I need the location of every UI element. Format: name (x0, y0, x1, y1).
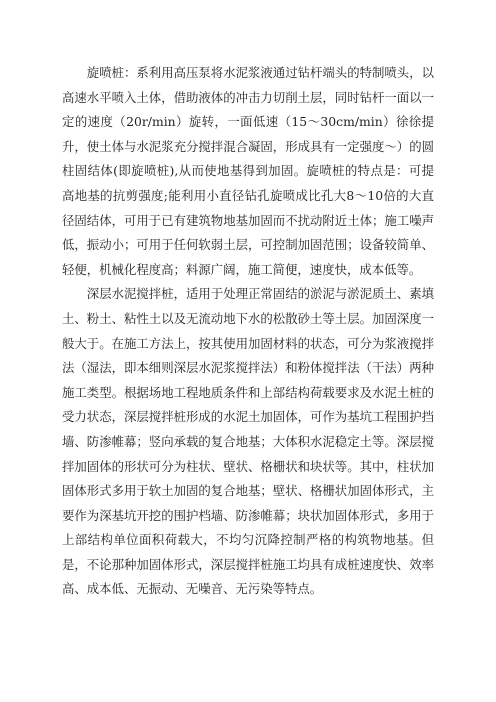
paragraph-deep-cement-mixing-pile: 深层水泥搅拌桩，适用于处理正常固结的淤泥与淤泥质土、素填土、粉土、粘性土以及无流动地下水的松散砂土等土层。加固深度一般大于。在施工方法上，按其使用加固材料的状态，可分为浆液搅拌法（湿法，即本细则深层水泥浆搅拌法）和粉体搅拌法（干法）两种施工类型。根据场地工程地质条件和上部结构荷载要求及水泥土桩的受力状态，深层搅拌桩形成的水泥土加固体，可作为基坑工程围护挡墙、防渗帷幕；竖向承载的复合地基；大体积水泥稳定土等。深层搅拌加固体的形状可分为柱状、壁状、格栅状和块状等。其中，柱状加固体形式多用于软土加固的复合地基；壁状、格栅状加固体形式，主要作为深基坑开挖的围护档墙、防渗帷幕；块状加固体形式，多用于上部结构单位面积荷载大，不均匀沉降控制严格的构筑物地基。但是，不论那种加固体形式，深层搅拌桩施工均具有成桩速度快、效率高、成本低、无振动、无噪音、无污染等特点。 (62, 286, 434, 597)
document-body (62, 61, 434, 602)
paragraph-jet-grouting-pile: 旋喷桩：系利用高压泵将水泥浆液通过钻杆端头的特制喷头，以高速水平喷入土体，借助液体的冲击力切削土层，同时钻杆一面以一定的速度（20r/min）旋转，一面低速（15～30cm/min）徐徐提升，使土体与水泥浆充分搅拌混合凝固，形成具有一定强度～）的圆柱固结体(即旋喷桩),从而使地基得到加固。旋喷桩的特点是：可提高地基的抗剪强度;能利用小直径钻孔旋喷成比孔大8～10倍的大直径固结体，可用于已有建筑物地基加固而不扰动附近土体；施工噪声低，振动小；可用于任何软弱土层，可控制加固范围；设备较简单、轻便，机械化程度高；料源广阔，施工简便，速度快，成本低等。 (62, 65, 434, 277)
